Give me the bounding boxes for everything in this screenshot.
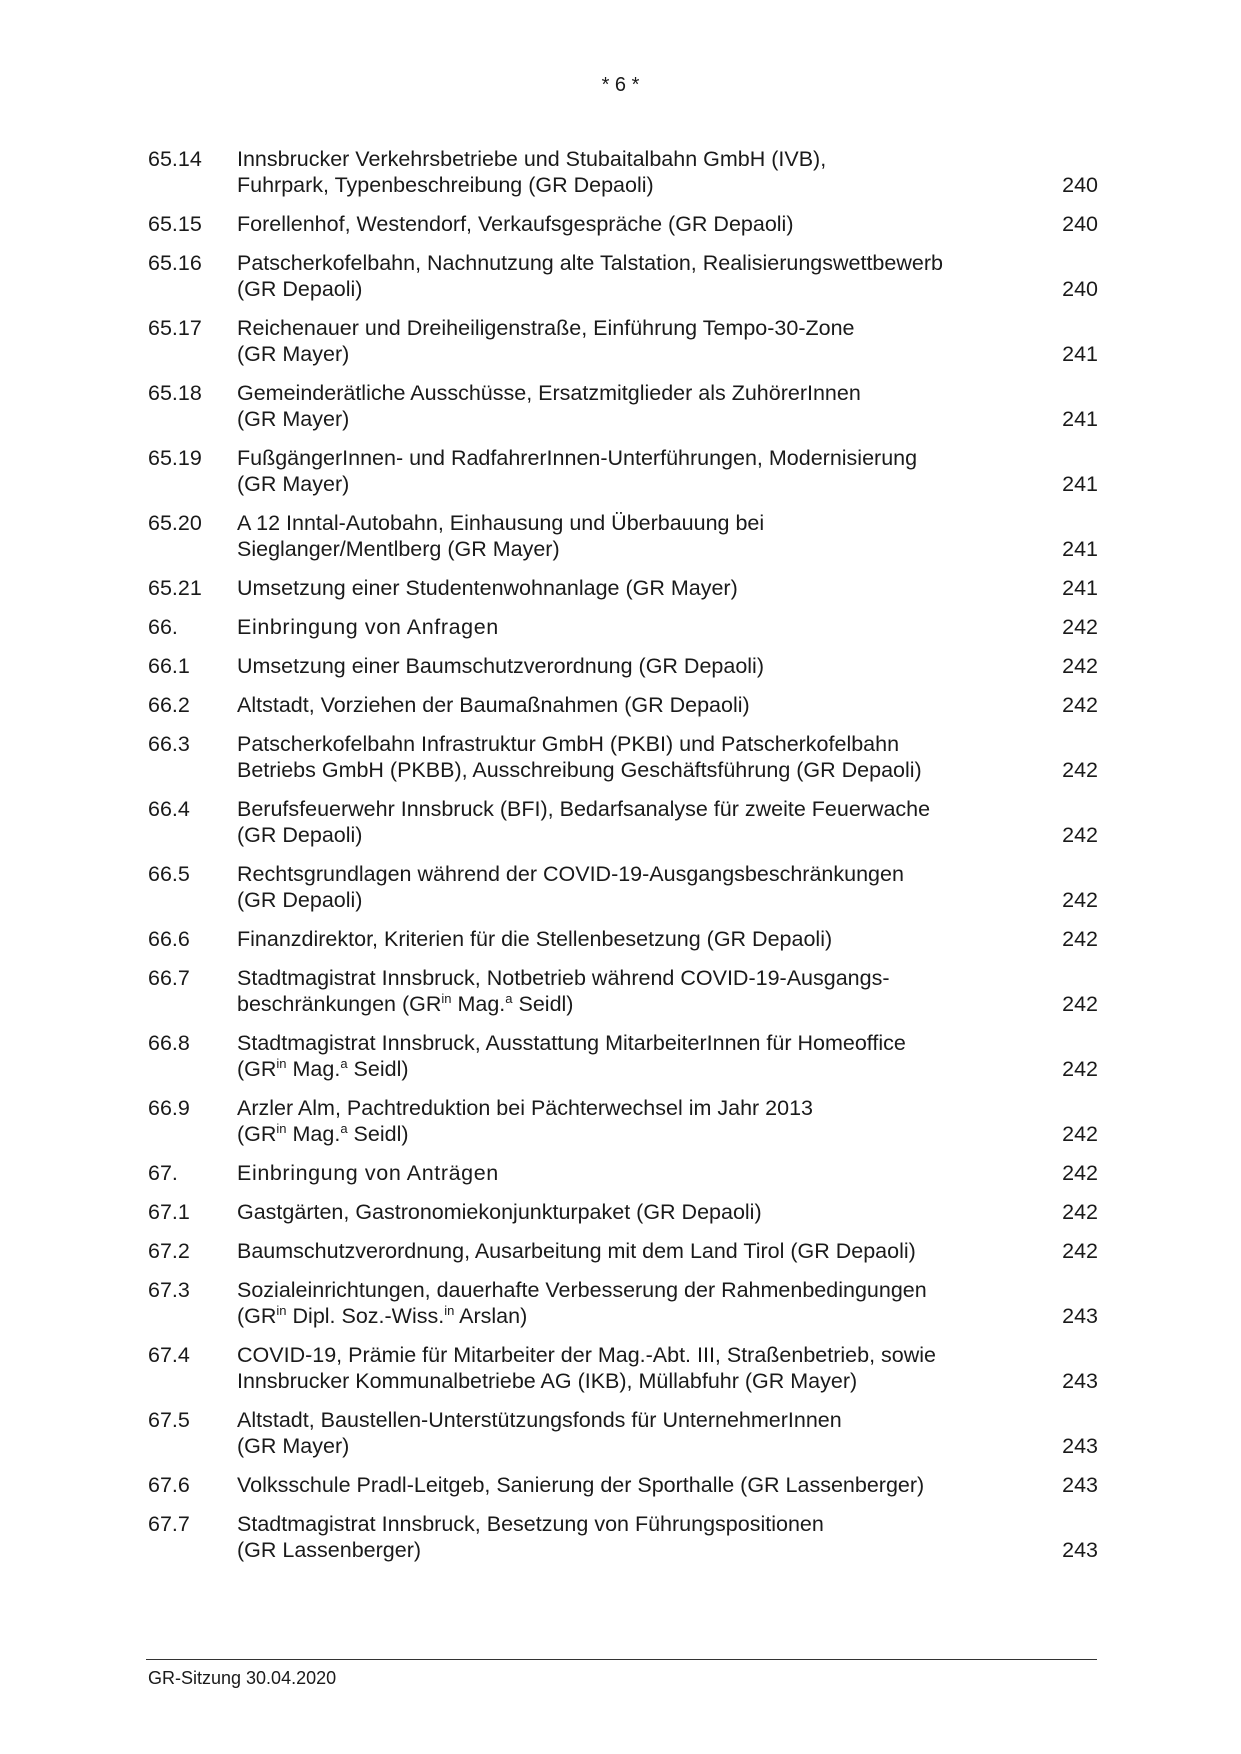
toc-entry-page: 243 — [1062, 1304, 1098, 1328]
toc-entry-number: 66.4 — [148, 797, 190, 821]
toc-entry-page: 242 — [1062, 888, 1098, 912]
toc-entry — [148, 1030, 1098, 1082]
toc-entry-title: A 12 Inntal-Autobahn, Einhausung und Überbauung bei Sieglanger/Mentlberg (GR Mayer) — [237, 511, 765, 561]
toc-entry-number: 67.2 — [148, 1239, 190, 1263]
toc-entry — [148, 1199, 1098, 1225]
toc-entry-number: 65.21 — [148, 576, 202, 600]
toc-entry-title: Innsbrucker Verkehrsbetriebe und Stubaitalbahn GmbH (IVB), Fuhrpark, Typenbeschreibung (GR Depaoli) — [237, 147, 827, 197]
toc-entry-title: Patscherkofelbahn, Nachnutzung alte Talstation, Realisierungswettbewerb (GR Depaoli) — [237, 251, 943, 301]
toc-entry-number: 66.8 — [148, 1031, 190, 1055]
toc-entry — [148, 315, 1098, 367]
toc-entry — [148, 796, 1098, 848]
toc-entry-number: 67.4 — [148, 1343, 190, 1367]
toc-entry-title: COVID-19, Prämie für Mitarbeiter der Mag.-Abt. III, Straßenbetrieb, sowie Innsbrucker Kommunalbetriebe AG (IKB), Müllabfuhr (GR Mayer) — [237, 1343, 937, 1393]
toc-entry — [148, 211, 1098, 237]
toc-entry-title: Sozialeinrichtungen, dauerhafte Verbesserung der Rahmenbedingungen ($GR^{in}$ Dipl. Soz.-Wiss.$^{in}$ Arslan) — [237, 1278, 927, 1328]
toc-entry-number: 66.5 — [148, 862, 190, 886]
toc-entry-page: 240 — [1062, 173, 1098, 197]
toc-entry-number: 67. — [148, 1161, 178, 1185]
toc-entry — [148, 1407, 1098, 1459]
toc-entry-page: 240 — [1062, 277, 1098, 301]
toc-entry-page: 242 — [1062, 1239, 1098, 1263]
toc-entry-number: 65.19 — [148, 446, 202, 470]
toc-entry — [148, 692, 1098, 718]
toc-entry-page: 241 — [1062, 407, 1098, 431]
toc-entry-page: 243 — [1062, 1434, 1098, 1458]
toc-entry-title: Gastgärten, Gastronomiekonjunkturpaket (GR Depaoli) — [237, 1200, 762, 1224]
toc-entry — [148, 1511, 1098, 1563]
superscript: a — [340, 1120, 348, 1136]
toc-entry — [148, 510, 1098, 562]
toc-section-heading — [148, 1160, 1098, 1186]
toc-entry — [148, 1342, 1098, 1394]
toc-entry-page: 241 — [1062, 342, 1098, 366]
toc-entry-title: Forellenhof, Westendorf, Verkaufsgespräche (GR Depaoli) — [237, 212, 794, 236]
toc-entry-page: 242 — [1062, 615, 1098, 639]
toc-entry — [148, 1095, 1098, 1147]
toc-entry-title: Berufsfeuerwehr Innsbruck (BFI), Bedarfsanalyse für zweite Feuerwache (GR Depaoli) — [237, 797, 931, 847]
toc-entry-page: 242 — [1062, 823, 1098, 847]
toc-entry-title: FußgängerInnen- und RadfahrerInnen-Unterführungen, Modernisierung (GR Mayer) — [237, 446, 918, 496]
table-of-contents — [148, 146, 1098, 1576]
toc-entry — [148, 575, 1098, 601]
toc-entry-number: 66.6 — [148, 927, 190, 951]
toc-entry-title: Stadtmagistrat Innsbruck, Besetzung von Führungspositionen (GR Lassenberger) — [237, 1512, 824, 1562]
toc-entry-title: Patscherkofelbahn Infrastruktur GmbH (PKBI) und Patscherkofelbahn Betriebs GmbH (PKBB), Ausschreibung Geschäftsführung (GR Depaoli) — [237, 732, 922, 782]
toc-entry-number: 65.14 — [148, 147, 202, 171]
toc-entry-title: Reichenauer und Dreiheiligenstraße, Einführung Tempo-30-Zone (GR Mayer) — [237, 316, 855, 366]
toc-entry — [148, 445, 1098, 497]
toc-entry-page: 240 — [1062, 212, 1098, 236]
toc-entry-number: 65.20 — [148, 511, 202, 535]
toc-entry — [148, 731, 1098, 783]
toc-entry-title: Rechtsgrundlagen während der COVID-19-Ausgangsbeschränkungen (GR Depaoli) — [237, 862, 904, 912]
toc-entry-number: 65.18 — [148, 381, 202, 405]
toc-entry — [148, 926, 1098, 952]
toc-entry-page: 242 — [1062, 927, 1098, 951]
toc-entry — [148, 653, 1098, 679]
toc-entry-number: 67.7 — [148, 1512, 190, 1536]
toc-entry-number: 65.17 — [148, 316, 202, 340]
toc-entry-page: 242 — [1062, 1161, 1098, 1185]
superscript: in — [441, 990, 452, 1006]
toc-entry-title: Altstadt, Baustellen-Unterstützungsfonds für UnternehmerInnen (GR Mayer) — [237, 1408, 842, 1458]
toc-entry-title: Arzler Alm, Pachtreduktion bei Pächterwechsel im Jahr 2013 ($GR^{in}$ Mag.$^a$ Seidl) — [237, 1096, 813, 1146]
superscript: in — [444, 1302, 455, 1318]
toc-entry-number: 66.3 — [148, 732, 190, 756]
toc-entry-number: 65.15 — [148, 212, 202, 236]
toc-entry-title: Umsetzung einer Studentenwohnanlage (GR Mayer) — [237, 576, 738, 600]
toc-entry-title: Baumschutzverordnung, Ausarbeitung mit dem Land Tirol (GR Depaoli) — [237, 1239, 916, 1263]
toc-entry-title: Einbringung von Anfragen — [237, 615, 499, 639]
footer-divider — [146, 1659, 1097, 1660]
toc-entry-page: 241 — [1062, 537, 1098, 561]
toc-entry-number: 66.1 — [148, 654, 190, 678]
superscript: in — [276, 1120, 287, 1136]
superscript: a — [505, 990, 513, 1006]
toc-entry-page: 243 — [1062, 1369, 1098, 1393]
superscript: in — [276, 1302, 287, 1318]
toc-entry-title: Einbringung von Anträgen — [237, 1161, 499, 1185]
toc-entry-page: 242 — [1062, 693, 1098, 717]
toc-entry-title: Altstadt, Vorziehen der Baumaßnahmen (GR Depaoli) — [237, 693, 750, 717]
toc-entry — [148, 861, 1098, 913]
page-number: * 6 * — [601, 74, 640, 96]
toc-entry-number: 67.5 — [148, 1408, 190, 1432]
toc-entry-title: Volksschule Pradl-Leitgeb, Sanierung der Sporthalle (GR Lassenberger) — [237, 1473, 925, 1497]
toc-entry — [148, 1472, 1098, 1498]
toc-entry-number: 67.3 — [148, 1278, 190, 1302]
superscript: in — [276, 1055, 287, 1071]
toc-section-heading — [148, 614, 1098, 640]
toc-entry — [148, 1238, 1098, 1264]
toc-entry-title: Umsetzung einer Baumschutzverordnung (GR Depaoli) — [237, 654, 764, 678]
toc-entry-page: 242 — [1062, 758, 1098, 782]
toc-entry-page: 242 — [1062, 992, 1098, 1016]
toc-entry-title: Stadtmagistrat Innsbruck, Notbetrieb während COVID-19-Ausgangs- beschränkungen ($GR^{in}$ Mag.$^a$ Seidl) — [237, 966, 890, 1016]
toc-entry — [148, 380, 1098, 432]
toc-entry-number: 66.7 — [148, 966, 190, 990]
toc-entry-page: 243 — [1062, 1538, 1098, 1562]
toc-entry-title: Stadtmagistrat Innsbruck, Ausstattung MitarbeiterInnen für Homeoffice ($GR^{in}$ Mag.$^a$ Seidl) — [237, 1031, 906, 1081]
toc-entry-page: 242 — [1062, 1200, 1098, 1224]
toc-entry-number: 66. — [148, 615, 178, 639]
toc-entry-page: 241 — [1062, 472, 1098, 496]
toc-entry-number: 67.1 — [148, 1200, 190, 1224]
toc-entry-page: 242 — [1062, 1057, 1098, 1081]
toc-entry-number: 66.2 — [148, 693, 190, 717]
toc-entry-number: 66.9 — [148, 1096, 190, 1120]
toc-entry-page: 241 — [1062, 576, 1098, 600]
toc-entry-page: 243 — [1062, 1473, 1098, 1497]
superscript: a — [340, 1055, 348, 1071]
toc-entry — [148, 146, 1098, 198]
toc-entry-title: Gemeinderätliche Ausschüsse, Ersatzmitglieder als ZuhörerInnen (GR Mayer) — [237, 381, 861, 431]
toc-entry — [148, 250, 1098, 302]
toc-entry — [148, 1277, 1098, 1329]
footer-session-date: GR-Sitzung 30.04.2020 — [148, 1668, 337, 1688]
toc-entry-number: 65.16 — [148, 251, 202, 275]
toc-entry-page: 242 — [1062, 1122, 1098, 1146]
toc-entry — [148, 965, 1098, 1017]
toc-entry-number: 67.6 — [148, 1473, 190, 1497]
toc-entry-page: 242 — [1062, 654, 1098, 678]
toc-entry-title: Finanzdirektor, Kriterien für die Stellenbesetzung (GR Depaoli) — [237, 927, 833, 951]
